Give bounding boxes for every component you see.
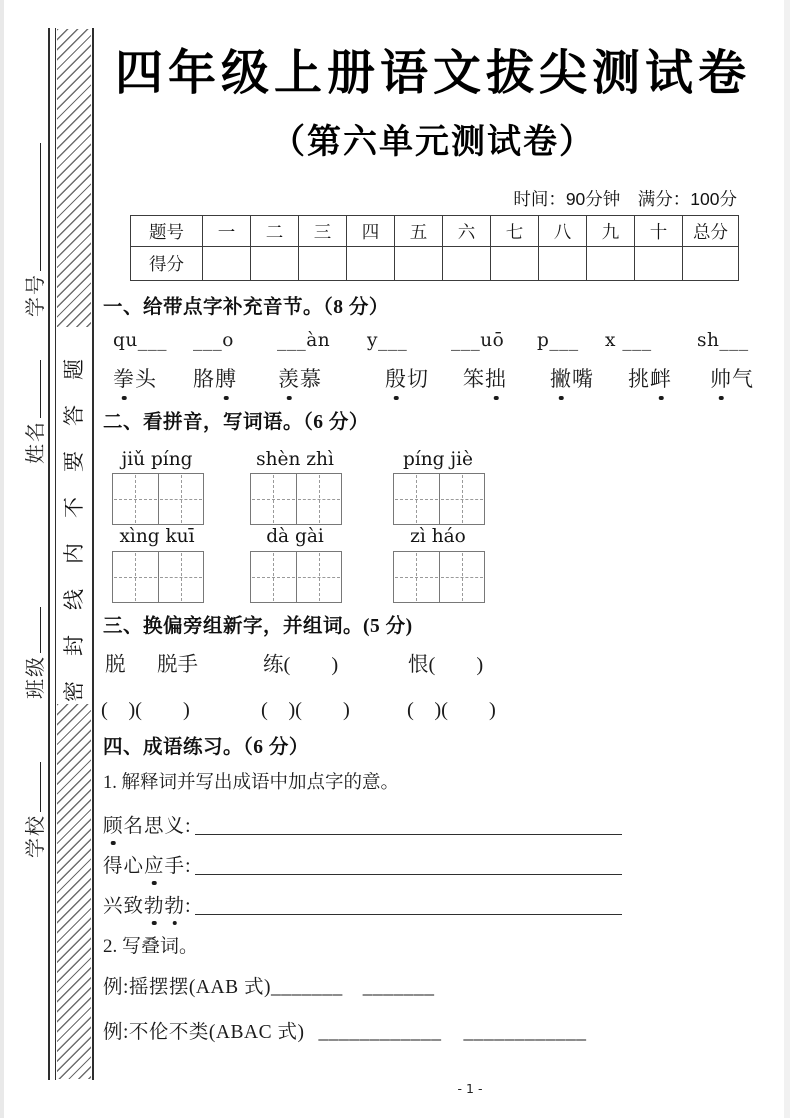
dotted-char: 撇 [550,363,572,393]
answer-line[interactable] [195,874,622,875]
pinyin-blank[interactable]: ___àn [277,330,331,351]
idiom-char: 兴 [103,896,124,917]
new-char-blank[interactable]: 练( ) [263,654,339,676]
score-table-header-cell: 九 [587,216,635,247]
idiom-line [103,850,622,878]
idiom-char: 手 [164,856,186,877]
idiom-char: 思 [144,816,165,837]
writing-grid[interactable] [393,551,485,603]
score-table-header-cell: 题号 [131,216,203,247]
writing-grid[interactable] [112,551,204,603]
seal-border-line-inner [55,28,56,1080]
student-id-label-text: 学号 [24,273,47,317]
answer-blank[interactable]: _______ [270,977,343,998]
school-label-text: 学校 [24,814,47,858]
section-1-heading: 一、给带点字补充音节。（8 分） [103,297,389,318]
word-char: 嘴 [572,367,594,391]
answer-line[interactable] [195,834,622,835]
answer-parens-group[interactable]: ( )( ) [101,699,190,721]
score-table-header-cell: 总分 [683,216,739,247]
score-table-header-cell: 一 [203,216,251,247]
pinyin-blank[interactable]: p___ [537,330,579,351]
pinyin-blank[interactable]: sh___ [697,330,749,351]
score-cell[interactable] [251,247,299,281]
pinyin-label: shèn zhì [256,449,334,470]
word-char: 切 [407,367,429,391]
score-table-header-cell: 六 [443,216,491,247]
word-item [278,363,322,393]
score-cell[interactable] [539,247,587,281]
reduplication-example-1 [103,971,434,999]
score-table-header-cell: 七 [491,216,539,247]
exam-title: 四年级上册语文拔尖测试卷 [114,47,751,100]
page-right-edge [784,0,790,1118]
score-cell[interactable] [635,247,683,281]
answer-parens-group[interactable]: ( )( ) [407,699,496,721]
time-score-info: 时间：90分钟 满分：100分 [513,189,737,209]
pinyin-blank[interactable]: y___ [367,330,408,351]
pinyin-label: xìng kuī [119,526,195,547]
pinyin-blank[interactable]: qu___ [113,330,168,351]
class-blank-line[interactable] [26,607,41,653]
writing-grid[interactable] [250,551,342,603]
colon: : [185,816,192,837]
dotted-char: 帅 [710,363,732,393]
dotted-char: 衅 [650,363,672,393]
word-item [628,363,672,393]
dotted-char: 拳 [113,363,135,393]
student-name-label-text: 姓名 [24,420,47,464]
dotted-char: 殷 [385,363,407,393]
pinyin-label: zì háo [410,526,466,547]
word-item [385,363,429,393]
writing-grid[interactable] [112,473,204,525]
example-label: 例:摇摆摆(AAB 式) [103,977,271,998]
seal-line-text: 密封线内不要答题 [62,334,86,702]
example-char: 脱 [105,654,126,676]
word-item [193,363,237,393]
pinyin-blank[interactable]: x ___ [605,330,652,351]
writing-grid[interactable] [393,473,485,525]
score-cell[interactable] [299,247,347,281]
colon: : [185,856,192,877]
word-char: 头 [135,367,157,391]
score-row-label: 得分 [131,247,203,281]
student-name-label [20,352,46,464]
section-4-heading: 四、成语练习。（6 分） [103,737,309,758]
example-word: 脱手 [157,654,198,676]
dotted-char: 勃 [144,890,165,918]
dotted-char: 应 [144,850,165,878]
reduplication-example-2 [103,1016,586,1044]
seal-border-line-right [92,28,94,1080]
student-name-blank-line[interactable] [26,360,41,418]
pinyin-label: jiǔ píng [121,449,193,470]
score-cell[interactable] [443,247,491,281]
colon: : [185,896,192,917]
word-char: 挑 [628,367,650,391]
pinyin-label: dà gài [266,526,324,547]
idiom-text [103,810,191,838]
word-item [463,363,507,393]
answer-blank[interactable]: ____________ [318,1022,442,1043]
pinyin-label: píng jiè [403,449,473,470]
score-table-header-cell: 十 [635,216,683,247]
dotted-char: 拙 [485,363,507,393]
score-table [130,215,739,281]
score-cell[interactable] [347,247,395,281]
subquestion-2: 2. 写叠词。 [103,936,199,957]
score-cell[interactable] [587,247,635,281]
idiom-char: 致 [123,896,145,917]
idiom-text [103,850,191,878]
score-table-header-cell: 三 [299,216,347,247]
score-table-header-cell: 八 [539,216,587,247]
class-label-text: 班级 [24,655,47,699]
pinyin-blank[interactable]: ___uō [451,330,505,351]
score-table-header-cell: 五 [395,216,443,247]
writing-grid[interactable] [250,473,342,525]
dotted-char: 顾 [103,810,124,838]
idiom-text [103,890,191,918]
idiom-char: 名 [123,816,145,837]
score-table-header-cell: 四 [347,216,395,247]
score-cell[interactable] [203,247,251,281]
pinyin-blank[interactable]: ___o [193,330,234,351]
idiom-line [103,810,622,838]
idiom-line [103,890,622,918]
section-3-heading: 三、换偏旁组新字，并组词。(5 分) [103,616,413,637]
dotted-char: 羡 [278,363,300,393]
dotted-char: 膊 [215,363,237,393]
answer-line[interactable] [195,914,622,915]
word-char: 笨 [463,367,485,391]
word-item [710,363,754,393]
word-item [113,363,157,393]
score-cell[interactable] [491,247,539,281]
page-left-edge [0,0,4,1118]
idiom-char: 得 [103,856,124,877]
school-blank-line[interactable] [26,762,41,812]
answer-blank[interactable]: _______ [362,977,435,998]
new-char-blank[interactable]: 恨( ) [408,654,484,676]
page-number: - 1 - [457,1081,483,1096]
seal-hatch-bottom [57,704,91,1079]
class-label [20,601,46,699]
word-char: 气 [732,367,754,391]
answer-parens-group[interactable]: ( )( ) [261,699,350,721]
score-cell[interactable] [683,247,739,281]
student-id-blank-line[interactable] [26,143,41,271]
student-id-label [20,135,46,317]
subquestion-1: 1. 解释词并写出成语中加点字的意。 [103,773,400,793]
school-label [20,754,46,858]
score-cell[interactable] [395,247,443,281]
word-char: 慕 [300,367,322,391]
answer-blank[interactable]: ____________ [463,1022,587,1043]
section-2-heading: 二、看拼音，写词语。（6 分） [103,412,369,433]
word-item [550,363,594,393]
dotted-char: 勃 [165,890,186,918]
idiom-char: 心 [123,856,145,877]
word-char: 胳 [193,367,215,391]
exam-subtitle: （第六单元测试卷） [271,123,595,161]
seal-border-line-outer [48,28,50,1080]
idiom-char: 义 [164,816,186,837]
score-table-header-cell: 二 [251,216,299,247]
seal-hatch-top [57,29,91,327]
example-label: 例:不伦不类(ABAC 式) [103,1022,305,1043]
